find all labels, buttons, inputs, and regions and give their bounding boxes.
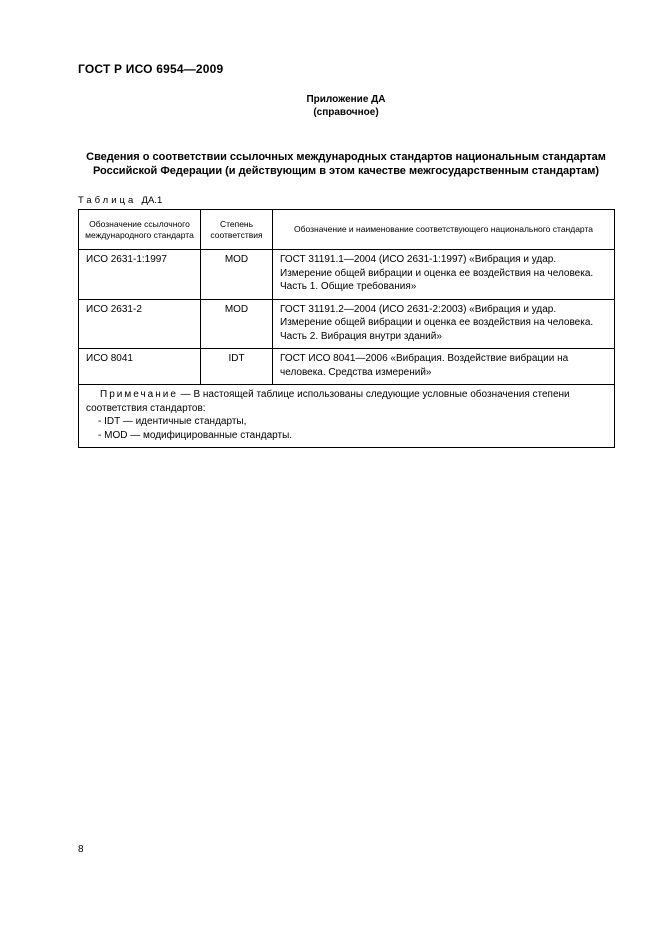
column-header-national-standard: Обозначение и наименование соответствующего национального стандарта [273, 210, 615, 250]
table-note-row [79, 385, 615, 448]
note-label: Примечание [100, 389, 178, 400]
doc-number: ГОСТ Р ИСО 6954—2009 [78, 62, 224, 76]
table-label-word: Таблица [78, 195, 137, 206]
page-number: 8 [78, 844, 84, 855]
cell-standard: ИСО 8041 [79, 349, 201, 385]
note-text: — В настоящей таблице использованы следующие условные обозначения степени соответствия стандартов: [86, 389, 570, 414]
cell-national: ГОСТ ИСО 8041—2006 «Вибрация. Воздействие вибрации на человека. Средства измерений» [273, 349, 615, 385]
cell-national: ГОСТ 31191.2—2004 (ИСО 2631-2:2003) «Вибрация и удар. Измерение общей вибрации и оценка ее воздействия на человека. Часть 2. Вибрация внутри зданий» [273, 299, 615, 349]
table-label [78, 195, 614, 206]
appendix-heading [78, 93, 614, 119]
table-row [79, 250, 615, 300]
column-header-referenced-standard: Обозначение ссылочного международного стандарта [79, 210, 201, 250]
cell-standard: ИСО 2631-2 [79, 299, 201, 349]
cell-degree: MOD [201, 299, 273, 349]
appendix-type: (справочное) [313, 107, 379, 118]
cell-national: ГОСТ 31191.1—2004 (ИСО 2631-1:1997) «Вибрация и удар. Измерение общей вибрации и оценка ее воздействия на человека. Часть 1. Общие требования» [273, 250, 615, 300]
table-row [79, 349, 615, 385]
section-title: Сведения о соответствии ссылочных международных стандартов национальным стандартам Российской Федерации (и действующим в этом качестве межгосударственным стандартам) [86, 151, 606, 177]
appendix-name: Приложение ДА [306, 94, 386, 105]
cell-standard: ИСО 2631-1:1997 [79, 250, 201, 300]
cell-degree: MOD [201, 250, 273, 300]
note-item: - IDT — идентичные стандарты, [98, 416, 247, 427]
cell-degree: IDT [201, 349, 273, 385]
note-cell [79, 385, 615, 448]
standards-correspondence-table [78, 209, 615, 448]
column-header-degree: Степень соответствия [201, 210, 273, 250]
document-page [78, 0, 614, 448]
note-paragraph [86, 388, 607, 415]
table-label-id: ДА.1 [141, 195, 163, 206]
table-row [79, 299, 615, 349]
note-item: - MOD — модифицированные стандарты. [98, 429, 293, 441]
table-header-row [79, 210, 615, 250]
